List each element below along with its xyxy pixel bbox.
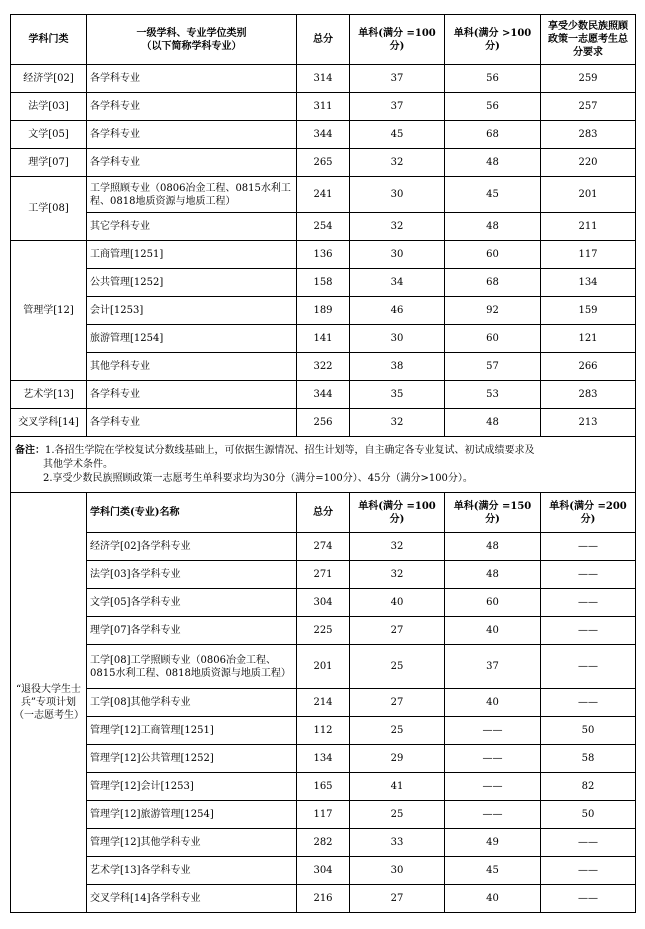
header-single-100: 单科(满分 =100分) <box>350 15 445 65</box>
veteran-single-100-cell: 29 <box>350 745 445 773</box>
category-cell: 文学[05] <box>11 121 87 149</box>
veteran-single-100-cell: 32 <box>350 561 445 589</box>
veteran-total-cell: 274 <box>297 533 350 561</box>
discipline-cell: 各学科专业 <box>87 93 297 121</box>
veteran-single-200-cell: 50 <box>541 801 636 829</box>
table-row <box>11 213 636 241</box>
minority-score-cell: 211 <box>541 213 636 241</box>
table-row <box>11 269 636 297</box>
category-cell: 工学[08] <box>11 177 87 241</box>
veteran-single-150-cell: 37 <box>445 645 541 689</box>
veteran-discipline-cell: 管理学[12]会计[1253] <box>87 773 297 801</box>
single-100-cell: 37 <box>350 65 445 93</box>
single-100-cell: 45 <box>350 121 445 149</box>
veteran-single-150-cell: 40 <box>445 885 541 913</box>
veteran-single-150-cell: —— <box>445 773 541 801</box>
discipline-cell: 各学科专业 <box>87 65 297 93</box>
veteran-single-200-cell: 82 <box>541 773 636 801</box>
veteran-single-100-cell: 25 <box>350 801 445 829</box>
veteran-single-100-cell: 41 <box>350 773 445 801</box>
table-row <box>11 533 636 561</box>
table-row <box>11 745 636 773</box>
table-row <box>11 689 636 717</box>
veteran-discipline-cell: 艺术学[13]各学科专业 <box>87 857 297 885</box>
header-single-gt100: 单科(满分 >100分) <box>445 15 541 65</box>
total-score-cell: 141 <box>297 325 350 353</box>
veteran-single-150-cell: —— <box>445 801 541 829</box>
total-score-cell: 311 <box>297 93 350 121</box>
discipline-cell: 其它学科专业 <box>87 213 297 241</box>
total-score-cell: 256 <box>297 409 350 437</box>
table2-body <box>11 493 636 913</box>
veteran-single-150-cell: —— <box>445 745 541 773</box>
notes-section <box>11 437 636 493</box>
veteran-single-150-cell: 40 <box>445 617 541 645</box>
veteran-discipline-cell: 工学[08]其他学科专业 <box>87 689 297 717</box>
single-gt100-cell: 60 <box>445 325 541 353</box>
veteran-category: “退役大学生士兵”专项计划（一志愿考生） <box>11 493 87 913</box>
total-score-cell: 241 <box>297 177 350 213</box>
table-row <box>11 717 636 745</box>
category-cell: 经济学[02] <box>11 65 87 93</box>
veteran-total-cell: 165 <box>297 773 350 801</box>
header2-total: 总分 <box>297 493 350 533</box>
table-row <box>11 885 636 913</box>
header-minority: 享受少数民族照顾政策一志愿考生总分要求 <box>541 15 636 65</box>
single-gt100-cell: 68 <box>445 121 541 149</box>
veteran-single-200-cell: —— <box>541 689 636 717</box>
veteran-single-100-cell: 27 <box>350 689 445 717</box>
single-gt100-cell: 56 <box>445 65 541 93</box>
veteran-single-200-cell: —— <box>541 561 636 589</box>
single-100-cell: 32 <box>350 213 445 241</box>
table-row <box>11 645 636 689</box>
total-score-cell: 265 <box>297 149 350 177</box>
single-gt100-cell: 45 <box>445 177 541 213</box>
veteran-single-200-cell: 58 <box>541 745 636 773</box>
single-100-cell: 30 <box>350 325 445 353</box>
header2-single-200: 单科(满分 =200分) <box>541 493 636 533</box>
veteran-single-100-cell: 25 <box>350 645 445 689</box>
discipline-cell: 工商管理[1251] <box>87 241 297 269</box>
minority-score-cell: 201 <box>541 177 636 213</box>
table-row <box>11 121 636 149</box>
single-100-cell: 30 <box>350 241 445 269</box>
notes-cell <box>11 437 636 493</box>
discipline-cell: 会计[1253] <box>87 297 297 325</box>
veteran-total-cell: 304 <box>297 857 350 885</box>
veteran-single-100-cell: 33 <box>350 829 445 857</box>
veteran-single-200-cell: —— <box>541 533 636 561</box>
veteran-single-150-cell: 48 <box>445 561 541 589</box>
score-document <box>10 14 635 913</box>
header2-name: 学科门类(专业)名称 <box>87 493 297 533</box>
category-cell: 管理学[12] <box>11 241 87 381</box>
minority-score-cell: 117 <box>541 241 636 269</box>
minority-score-cell: 283 <box>541 121 636 149</box>
total-score-cell: 158 <box>297 269 350 297</box>
discipline-cell: 各学科专业 <box>87 381 297 409</box>
header2-single-100: 单科(满分 =100分) <box>350 493 445 533</box>
single-100-cell: 30 <box>350 177 445 213</box>
header-total: 总分 <box>297 15 350 65</box>
veteran-single-100-cell: 27 <box>350 617 445 645</box>
minority-score-cell: 213 <box>541 409 636 437</box>
table-row <box>11 829 636 857</box>
veteran-total-cell: 214 <box>297 689 350 717</box>
single-100-cell: 46 <box>350 297 445 325</box>
table-row <box>11 241 636 269</box>
veteran-single-200-cell: —— <box>541 829 636 857</box>
veteran-single-200-cell: —— <box>541 885 636 913</box>
table-row <box>11 177 636 213</box>
single-gt100-cell: 48 <box>445 409 541 437</box>
veteran-single-150-cell: 60 <box>445 589 541 617</box>
single-gt100-cell: 56 <box>445 93 541 121</box>
veteran-total-cell: 271 <box>297 561 350 589</box>
veteran-discipline-cell: 经济学[02]各学科专业 <box>87 533 297 561</box>
table1-body <box>11 15 636 437</box>
discipline-cell: 各学科专业 <box>87 409 297 437</box>
table-row <box>11 561 636 589</box>
single-100-cell: 32 <box>350 149 445 177</box>
veteran-single-150-cell: —— <box>445 717 541 745</box>
single-gt100-cell: 53 <box>445 381 541 409</box>
single-gt100-cell: 57 <box>445 353 541 381</box>
header2-single-150: 单科(满分 =150分) <box>445 493 541 533</box>
table-row <box>11 801 636 829</box>
table-row <box>11 773 636 801</box>
veteran-total-cell: 282 <box>297 829 350 857</box>
veteran-total-cell: 216 <box>297 885 350 913</box>
veteran-single-100-cell: 32 <box>350 533 445 561</box>
veteran-total-cell: 117 <box>297 801 350 829</box>
veteran-single-150-cell: 40 <box>445 689 541 717</box>
table-row <box>11 857 636 885</box>
veteran-single-150-cell: 49 <box>445 829 541 857</box>
table-row <box>11 297 636 325</box>
single-gt100-cell: 60 <box>445 241 541 269</box>
minority-score-cell: 220 <box>541 149 636 177</box>
veteran-discipline-cell: 理学[07]各学科专业 <box>87 617 297 645</box>
veteran-discipline-cell: 文学[05]各学科专业 <box>87 589 297 617</box>
header-category: 学科门类 <box>11 15 87 65</box>
total-score-cell: 136 <box>297 241 350 269</box>
table1-header-row <box>11 15 636 65</box>
veteran-discipline-cell: 管理学[12]工商管理[1251] <box>87 717 297 745</box>
discipline-cell: 工学照顾专业（0806冶金工程、0815水利工程、0818地质资源与地质工程） <box>87 177 297 213</box>
veteran-discipline-cell: 管理学[12]旅游管理[1254] <box>87 801 297 829</box>
category-cell: 理学[07] <box>11 149 87 177</box>
total-score-cell: 189 <box>297 297 350 325</box>
category-cell: 艺术学[13] <box>11 381 87 409</box>
veteran-discipline-cell: 工学[08]工学照顾专业（0806冶金工程、0815水利工程、0818地质资源与地质工程） <box>87 645 297 689</box>
veteran-discipline-cell: 管理学[12]其他学科专业 <box>87 829 297 857</box>
total-score-cell: 254 <box>297 213 350 241</box>
table-row <box>11 617 636 645</box>
veteran-single-100-cell: 30 <box>350 857 445 885</box>
total-score-cell: 314 <box>297 65 350 93</box>
minority-score-cell: 159 <box>541 297 636 325</box>
single-100-cell: 35 <box>350 381 445 409</box>
note-line-1: 1.各招生学院在学校复试分数线基础上，可依据生源情况、招生计划等，自主确定各专业复试、初试成绩要求及 <box>45 444 535 456</box>
veteran-total-cell: 304 <box>297 589 350 617</box>
table-row <box>11 149 636 177</box>
score-table <box>10 14 636 913</box>
table-row <box>11 353 636 381</box>
total-score-cell: 344 <box>297 381 350 409</box>
veteran-total-cell: 112 <box>297 717 350 745</box>
single-gt100-cell: 92 <box>445 297 541 325</box>
veteran-single-200-cell: —— <box>541 617 636 645</box>
notes-label: 备注： <box>15 444 45 456</box>
discipline-cell: 旅游管理[1254] <box>87 325 297 353</box>
minority-score-cell: 121 <box>541 325 636 353</box>
minority-score-cell: 283 <box>541 381 636 409</box>
minority-score-cell: 259 <box>541 65 636 93</box>
veteran-single-200-cell: —— <box>541 589 636 617</box>
veteran-single-150-cell: 45 <box>445 857 541 885</box>
veteran-single-200-cell: 50 <box>541 717 636 745</box>
discipline-cell: 公共管理[1252] <box>87 269 297 297</box>
discipline-cell: 各学科专业 <box>87 121 297 149</box>
single-100-cell: 38 <box>350 353 445 381</box>
category-cell: 交叉学科[14] <box>11 409 87 437</box>
discipline-cell: 各学科专业 <box>87 149 297 177</box>
veteran-discipline-cell: 交叉学科[14]各学科专业 <box>87 885 297 913</box>
discipline-cell: 其他学科专业 <box>87 353 297 381</box>
veteran-discipline-cell: 管理学[12]公共管理[1252] <box>87 745 297 773</box>
veteran-single-150-cell: 48 <box>445 533 541 561</box>
single-gt100-cell: 48 <box>445 213 541 241</box>
minority-score-cell: 266 <box>541 353 636 381</box>
veteran-total-cell: 134 <box>297 745 350 773</box>
category-cell: 法学[03] <box>11 93 87 121</box>
single-gt100-cell: 68 <box>445 269 541 297</box>
note-line-2: 2.享受少数民族照顾政策一志愿考生单科要求均为30分（满分=100分）、45分（满分>100分）。 <box>43 472 473 484</box>
veteran-single-100-cell: 25 <box>350 717 445 745</box>
veteran-total-cell: 201 <box>297 645 350 689</box>
single-100-cell: 32 <box>350 409 445 437</box>
minority-score-cell: 257 <box>541 93 636 121</box>
note-line-1b: 其他学术条件。 <box>43 458 113 470</box>
veteran-single-100-cell: 27 <box>350 885 445 913</box>
total-score-cell: 322 <box>297 353 350 381</box>
minority-score-cell: 134 <box>541 269 636 297</box>
veteran-discipline-cell: 法学[03]各学科专业 <box>87 561 297 589</box>
table-row <box>11 325 636 353</box>
single-gt100-cell: 48 <box>445 149 541 177</box>
veteran-total-cell: 225 <box>297 617 350 645</box>
table-row <box>11 65 636 93</box>
table-row <box>11 93 636 121</box>
total-score-cell: 344 <box>297 121 350 149</box>
single-100-cell: 37 <box>350 93 445 121</box>
veteran-single-100-cell: 40 <box>350 589 445 617</box>
veteran-single-200-cell: —— <box>541 857 636 885</box>
header-discipline: 一级学科、专业学位类别 （以下简称学科专业） <box>87 15 297 65</box>
veteran-single-200-cell: —— <box>541 645 636 689</box>
table2-header-row <box>11 493 636 533</box>
table-row <box>11 409 636 437</box>
table-row <box>11 381 636 409</box>
single-100-cell: 34 <box>350 269 445 297</box>
table-row <box>11 589 636 617</box>
